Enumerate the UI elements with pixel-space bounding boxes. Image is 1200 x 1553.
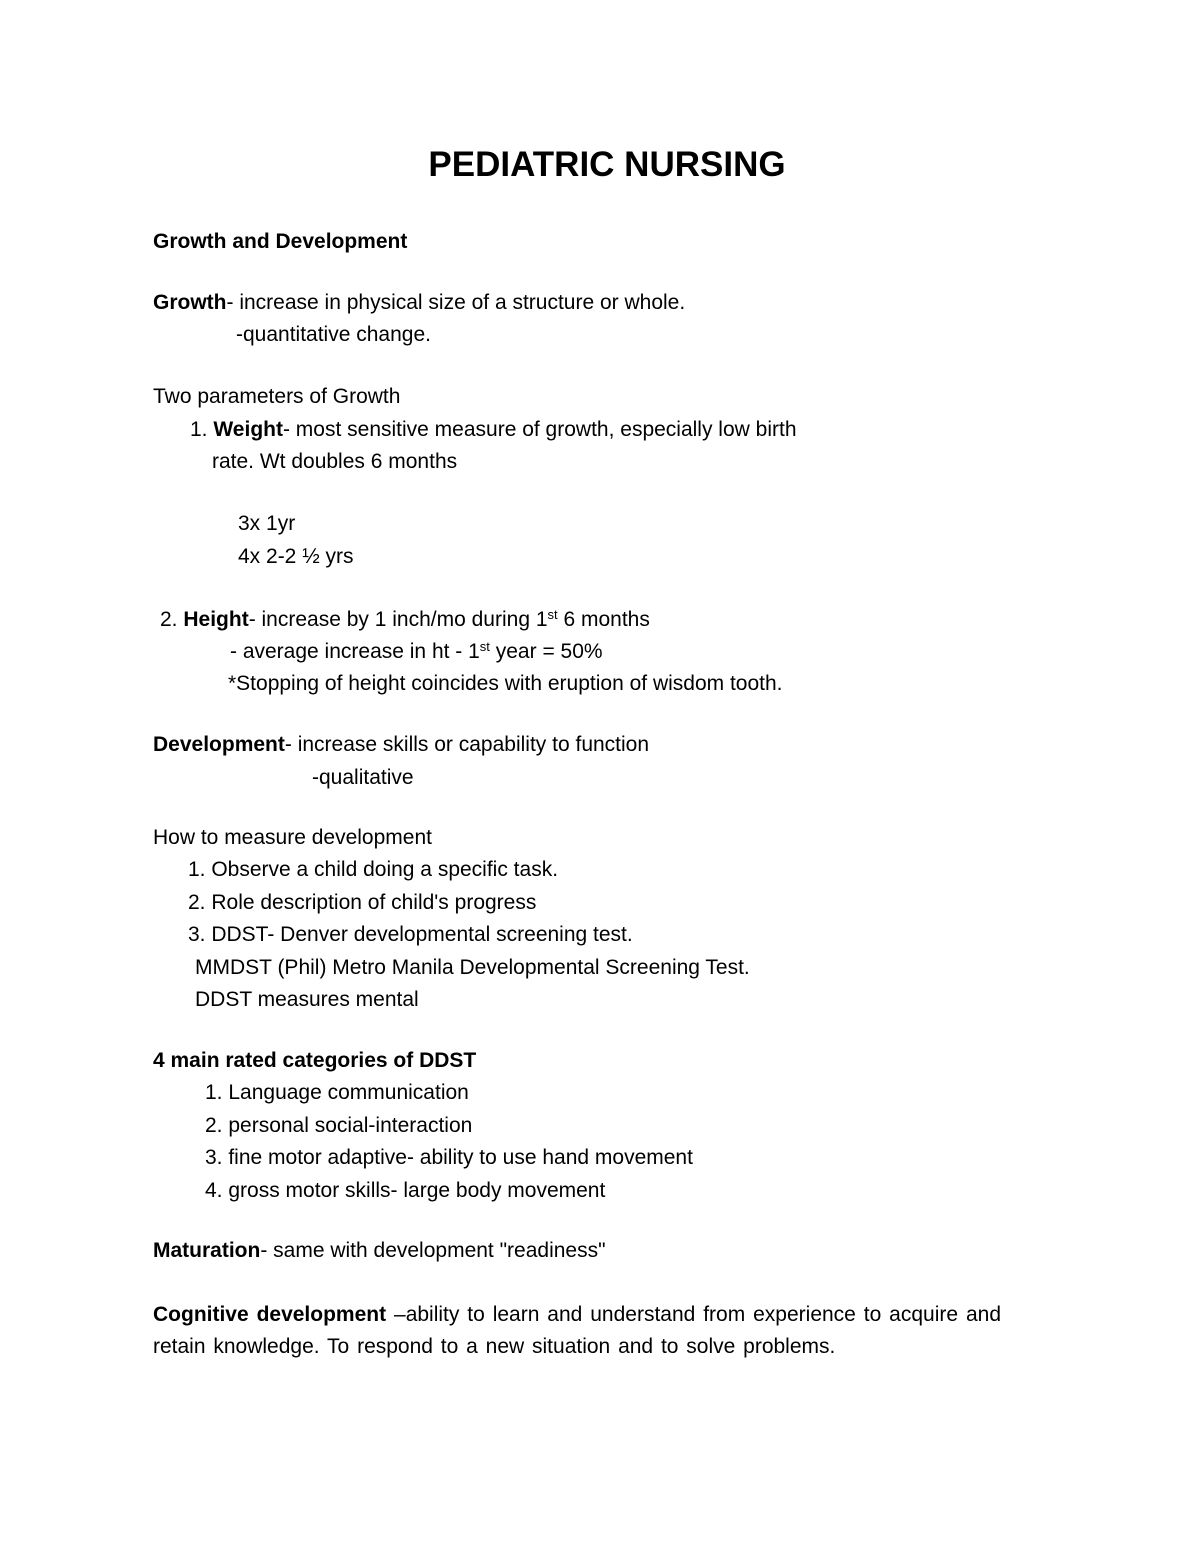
category-item: 2. personal social-interaction	[205, 1114, 473, 1137]
maturation-definition	[153, 1238, 606, 1264]
maturation-definition-text: - same with development "readiness"	[260, 1239, 606, 1262]
height-item	[160, 607, 650, 633]
weight-number: 1.	[190, 418, 214, 441]
mmdst-note: MMDST (Phil) Metro Manila Developmental Screening Test.	[195, 956, 750, 979]
cognitive-paragraph	[153, 1299, 1001, 1362]
category-item: 1. Language communication	[205, 1081, 469, 1104]
categories-heading: 4 main rated categories of DDST	[153, 1049, 477, 1072]
category-item: 3. fine motor adaptive- ability to use hand movement	[205, 1146, 693, 1169]
height-text-a: - increase by 1 inch/mo during 1	[248, 608, 548, 631]
measure-item: 1. Observe a child doing a specific task.	[188, 858, 559, 881]
height-number: 2.	[160, 608, 184, 631]
growth-definition-text: - increase in physical size of a structure or whole.	[226, 291, 686, 314]
weight-triple: 3x 1yr	[238, 512, 296, 535]
weight-quadruple: 4x 2-2 ½ yrs	[238, 545, 354, 568]
development-definition	[153, 732, 649, 758]
page-title: PEDIATRIC NURSING	[428, 145, 786, 184]
cognitive-term: Cognitive development	[153, 1303, 387, 1326]
category-item: 4. gross motor skills- large body movement	[205, 1179, 606, 1202]
height-term: Height	[183, 608, 249, 631]
weight-item	[190, 417, 797, 443]
weight-text: - most sensitive measure of growth, especially low birth	[282, 418, 797, 441]
height-text-b: 6 months	[557, 608, 650, 631]
development-term: Development	[153, 733, 285, 756]
ddst-note: DDST measures mental	[195, 988, 419, 1011]
development-note: -qualitative	[312, 766, 414, 789]
height-sup-b: st	[479, 639, 490, 654]
growth-definition	[153, 290, 685, 316]
growth-note: -quantitative change.	[236, 323, 431, 346]
cognitive-definition: –ability to learn and understand from experience to acquire and retain knowledge. To respond to a new situation and to solve problems.	[153, 1303, 1001, 1358]
measure-item: 2. Role description of child's progress	[188, 891, 537, 914]
weight-text-continued: rate. Wt doubles 6 months	[212, 450, 458, 473]
weight-term: Weight	[213, 418, 283, 441]
parameters-heading: Two parameters of Growth	[153, 385, 401, 408]
height-average-a: - average increase in ht - 1	[230, 640, 480, 663]
measure-heading: How to measure development	[153, 826, 432, 849]
measure-item: 3. DDST- Denver developmental screening test.	[188, 923, 633, 946]
height-sup-a: st	[547, 607, 558, 622]
height-note: *Stopping of height coincides with eruption of wisdom tooth.	[228, 672, 783, 695]
height-average-b: year = 50%	[489, 640, 603, 663]
maturation-term: Maturation	[153, 1239, 261, 1262]
height-average	[230, 639, 603, 665]
growth-term: Growth	[153, 291, 227, 314]
development-definition-text: - increase skills or capability to function	[284, 733, 650, 756]
section-heading: Growth and Development	[153, 230, 408, 253]
